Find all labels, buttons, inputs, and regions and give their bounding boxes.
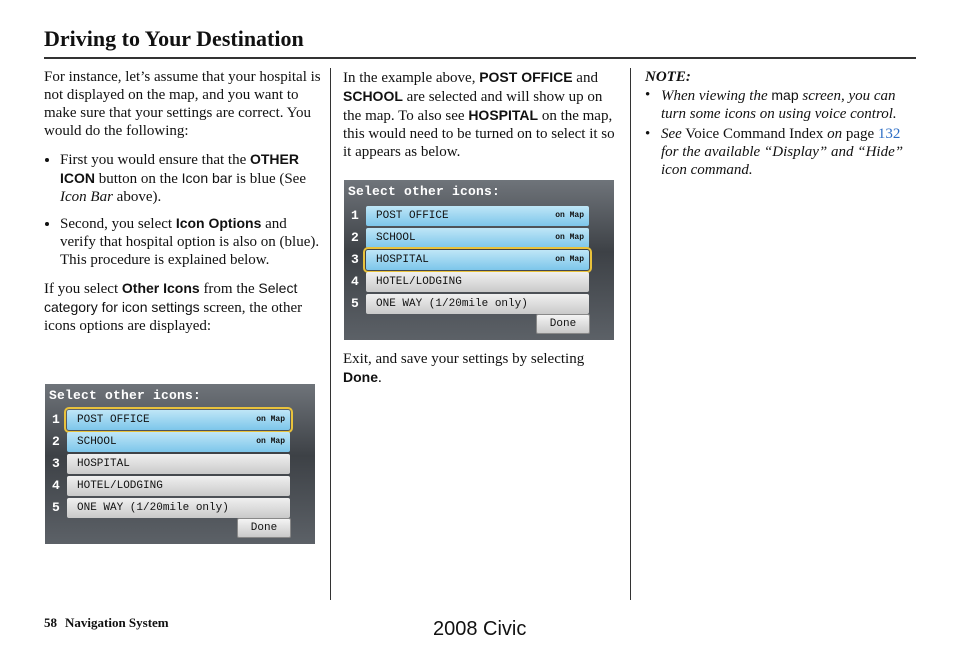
screen-header: Select other icons: bbox=[49, 388, 202, 403]
done-button[interactable]: Done bbox=[237, 518, 291, 538]
option-school[interactable]: 2 SCHOOL on Map bbox=[67, 432, 290, 452]
page-link[interactable]: 132 bbox=[877, 126, 901, 142]
column-1 bbox=[44, 68, 322, 345]
step-1: • First you would ensure that the OTHER ICON button on the Icon bar is blue (See Icon Bar above). bbox=[60, 150, 322, 206]
page-footer bbox=[44, 615, 169, 631]
screen-select-other-icons-after bbox=[344, 180, 614, 340]
column-2 bbox=[343, 68, 615, 171]
screen-select-other-icons-before bbox=[45, 384, 315, 544]
option-hospital[interactable]: 3 HOSPITAL bbox=[67, 454, 290, 474]
note-label: NOTE: bbox=[645, 69, 691, 85]
column-3 bbox=[645, 68, 917, 189]
option-post-office[interactable]: 1 POST OFFICE on Map bbox=[67, 410, 290, 430]
option-hospital[interactable]: 3 HOSPITAL on Map bbox=[366, 250, 589, 270]
title-rule bbox=[44, 57, 916, 59]
steps-list bbox=[44, 150, 322, 269]
example-paragraph: In the example above, POST OFFICE and SCHOOL are selected and will show up on the map. To also see HOSPITAL on the map, this would need to be turned on to select it so it appears as below. bbox=[343, 69, 615, 160]
option-hotel-lodging[interactable]: 4 HOTEL/LODGING bbox=[366, 272, 589, 292]
exit-paragraph: Exit, and save your settings by selecting Done. bbox=[343, 351, 585, 386]
option-hotel-lodging[interactable]: 4 HOTEL/LODGING bbox=[67, 476, 290, 496]
exit-paragraph-block bbox=[343, 350, 615, 397]
note-2: • See Voice Command Index on page 132 for the available “Display” and “Hide” icon command. bbox=[645, 125, 917, 179]
option-one-way[interactable]: 5 ONE WAY (1/20mile only) bbox=[366, 294, 589, 314]
page-title: Driving to Your Destination bbox=[44, 26, 304, 51]
note-1: • When viewing the map screen, you can turn some icons on using voice control. bbox=[645, 86, 917, 123]
option-one-way[interactable]: 5 ONE WAY (1/20mile only) bbox=[67, 498, 290, 518]
other-icons-paragraph: If you select Other Icons from the Select category for icon settings screen, the other icons options are displayed: bbox=[44, 280, 303, 334]
intro-paragraph: For instance, let’s assume that your hospital is not displayed on the map, and you want to make sure that your settings are correct. You would do the following: bbox=[44, 69, 321, 139]
option-school[interactable]: 2 SCHOOL on Map bbox=[366, 228, 589, 248]
option-post-office[interactable]: 1 POST OFFICE on Map bbox=[366, 206, 589, 226]
column-divider-2 bbox=[630, 68, 631, 600]
note-list bbox=[645, 86, 917, 179]
done-button[interactable]: Done bbox=[536, 314, 590, 334]
page-number: 58 bbox=[44, 615, 57, 630]
watermark: 2008 Civic bbox=[433, 618, 527, 640]
screen-header: Select other icons: bbox=[348, 184, 501, 199]
step-2: • Second, you select Icon Options and verify that hospital option is also on (blue). This procedure is explained below. bbox=[60, 214, 322, 269]
book-title: Navigation System bbox=[65, 615, 169, 630]
column-divider-1 bbox=[330, 68, 331, 600]
